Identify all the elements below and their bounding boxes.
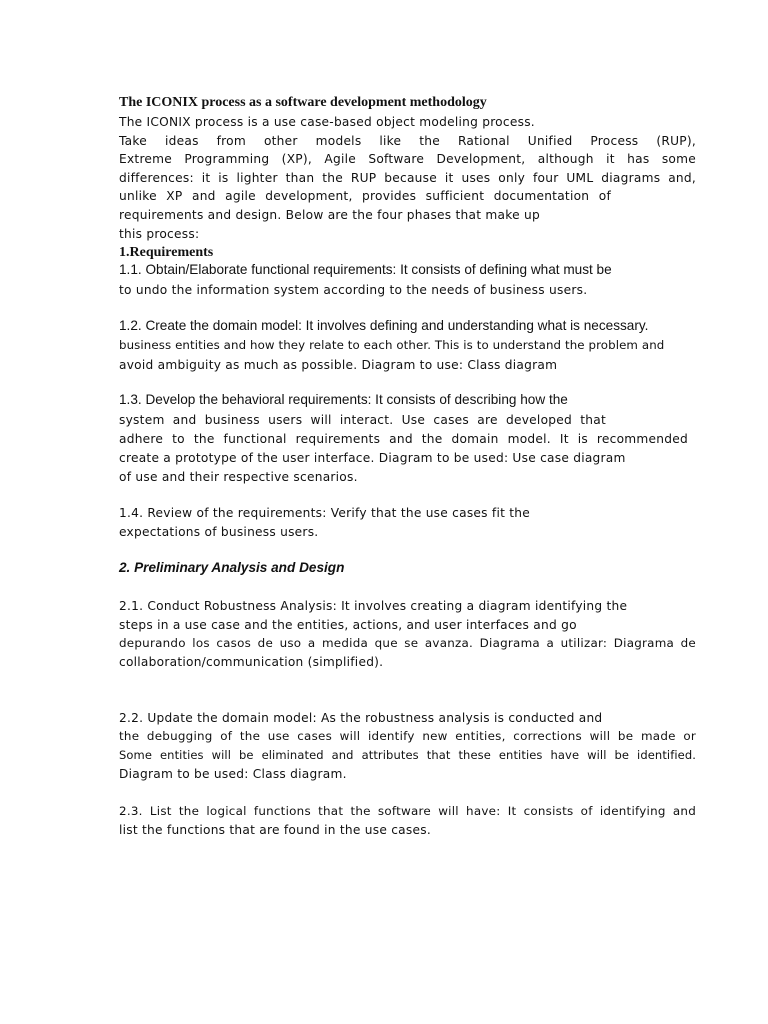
- paragraph-line: Some entities will be eliminated and attributes that these entities have will be identified.: [119, 748, 696, 762]
- paragraph-line: collaboration/communication (simplified).: [119, 655, 384, 669]
- intro-line: Extreme Programming (XP), Agile Software Development, although it has some: [119, 152, 696, 166]
- paragraph-line: of use and their respective scenarios.: [119, 470, 358, 484]
- document-title: The ICONIX process as a software development methodology: [119, 95, 487, 110]
- paragraph-line: 1.3. Develop the behavioral requirements: It consists of describing how the: [119, 392, 568, 407]
- intro-line: Take ideas from other models like the Rational Unified Process (RUP),: [119, 134, 696, 148]
- section-heading-requirements: 1.Requirements: [119, 245, 214, 260]
- intro-line: requirements and design. Below are the four phases that make up: [119, 208, 540, 222]
- section-heading-preliminary-analysis: 2. Preliminary Analysis and Design: [119, 560, 345, 575]
- paragraph-line: depurando los casos de uso a medida que se avanza. Diagrama a utilizar: Diagrama de: [119, 636, 696, 650]
- intro-line: differences: it is lighter than the RUP because it uses only four UML diagrams and,: [119, 171, 696, 185]
- paragraph-line: Diagram to be used: Class diagram.: [119, 767, 347, 781]
- paragraph-line: to undo the information system according to the needs of business users.: [119, 283, 588, 297]
- paragraph-line: 2.1. Conduct Robustness Analysis: It involves creating a diagram identifying the: [119, 599, 628, 613]
- paragraph-line: create a prototype of the user interface. Diagram to be used: Use case diagram: [119, 451, 626, 465]
- paragraph-line: 1.4. Review of the requirements: Verify that the use cases fit the: [119, 506, 530, 520]
- paragraph-line: 1.1. Obtain/Elaborate functional requirements: It consists of defining what must be: [119, 262, 612, 277]
- paragraph-line: list the functions that are found in the use cases.: [119, 823, 431, 837]
- paragraph-line: adhere to the functional requirements and the domain model. It is recommended: [119, 432, 688, 446]
- paragraph-line: the debugging of the use cases will identify new entities, corrections will be made or: [119, 729, 696, 743]
- paragraph-line: steps in a use case and the entities, actions, and user interfaces and go: [119, 618, 577, 632]
- paragraph-line: 1.2. Create the domain model: It involves defining and understanding what is necessary.: [119, 318, 649, 333]
- paragraph-line: business entities and how they relate to each other. This is to understand the problem and: [119, 338, 665, 352]
- intro-line: unlike XP and agile development, provides sufficient documentation of: [119, 189, 611, 203]
- paragraph-line: expectations of business users.: [119, 525, 319, 539]
- paragraph-line: system and business users will interact. Use cases are developed that: [119, 413, 606, 427]
- intro-line: The ICONIX process is a use case-based object modeling process.: [119, 115, 535, 129]
- paragraph-line: 2.3. List the logical functions that the software will have: It consists of identifying and: [119, 804, 696, 818]
- intro-line: this process:: [119, 227, 200, 241]
- paragraph-line: 2.2. Update the domain model: As the robustness analysis is conducted and: [119, 711, 603, 725]
- paragraph-line: avoid ambiguity as much as possible. Diagram to use: Class diagram: [119, 358, 558, 372]
